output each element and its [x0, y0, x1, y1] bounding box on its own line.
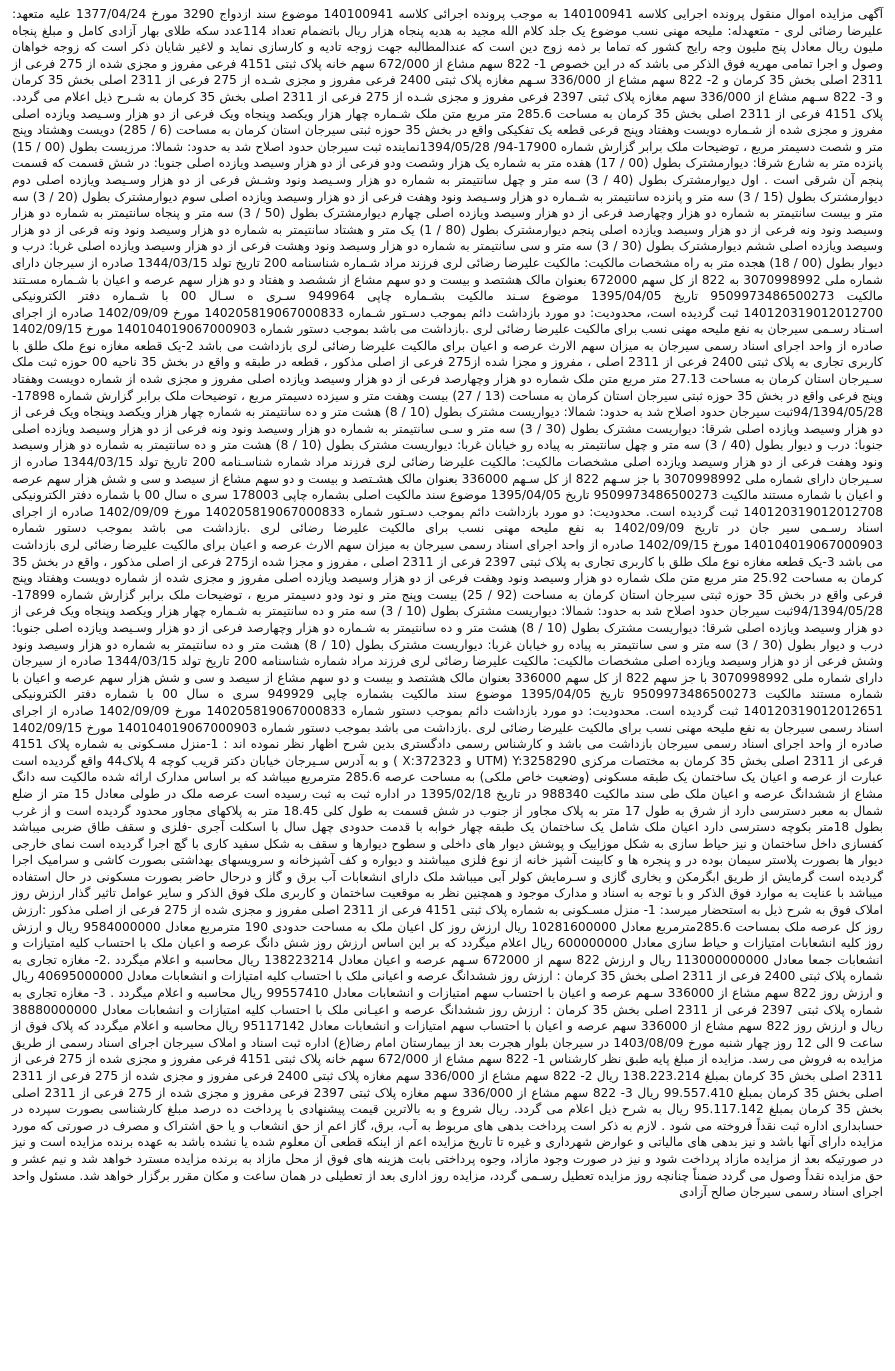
auction-notice-text: آگهی مزایده اموال منقول پرونده اجرایی کلاسه 140100941 به موجب پرونده اجرائی کلاسه 140100941 موضوع سند ازدواج 3290 مورخ 1377/04/24 علیه متعهد: علیرضا رضائی لری - متعهدله: ملیحه مهنی نسب موضوع یک جلد کلام الله مجید به هدیه پنجاه هزار ریال باتضمام تعداد 114عدد سکه طلای بهار آزادی کامل و مبلغ پنجاه ملیون ریال معادل پنج ملیون وجه رایج کشور که تماما بر ذمه زوج دین است که عندالمطالبه جهت زوجه تادیه و کارسازی نماید و لاغیر شایان ذکر است که زوجه خواهان وصول و اجرا تمامی مهریه فوق الذکر می باشد که در این خصوص 1- 822 سهم مشاع از 672/000 سهم خانه پلاک ثبتی 4151 فرعی مفروز و مجزی شده از 275 فرعی از 2311 اصلی بخش 35 کرمان و 2- 822 سهم مشاع از 336/000 سـهم مغازه پلاک ثبتی 2400 فرعی مفروز و مجزی شـده از 275 فرعی از 2311 اصلی بخش 35 کرمان و 3- 822 سـهم مشاع از 336/000 سهم مغازه پلاک ثبتی 2397 فرعی مفروز و مجزی شـده از 275 فرعی از 2311 اصلی بخش 35 کرمان به شـرح ذیل اعلام می گردد. پلاک 4151 فرعی از 2311 اصلی بخش 35 کرمان به مساحت 285.6 متر مربع متن ملک شـماره چهار هزار ویکصد وپنجاه ویک فرعی از دو هزار وسـیصد ویازده اصلی مفروز و مجزی شده از شـماره دویست وهفتاد وپنج فرعی قطعه یک تفکیکی واقع در بخش 35 حوزه ثبتی سیرجان استان کرمان به مساحت (6 / 285) دویست وهشتاد وپنج متر و شصت دسیمتر مربع ، توضیحات ملک برابر گزارش شماره 17900-94/ 1394/05/28نماینده ثبت سیرجان حدود اصلاح شد به حدود: شمالا: مرزیست بطول (00 / 15) پانزده متر به شارع شرقا: دیوارمشترک بطول (00 / 17) هفده متر به شماره یک هزار وشصت ودو فرعی از دو هزار وسیصد ویازده اصلی جنوبا: در شش قسمت که قسمت پنجم آن شرقی است . اول دیوارمشترک بطول (40 / 3) سه متر و چهل سانتیمتر به شماره دو هزار وسـیصد ونود وشـش فرعی از دو هزار وسـیصد ویازده اصلی دوم دیوارمشترک بطول (15 / 3) سه متر و پانزده سانتیمتر به شـماره دو هزار وسـیصد ونود وهفت فرعی از دو هزار وسیصد ویازده اصلی سوم دیوارمشترک بطول (20 / 3) سه متر و بیست سانتیمتر به شماره دو هزار وچهارصد فرعی از دو هزار وسیصد ویازده اصلی چهارم دیوارمشترک بطول (50 / 3) سه متر و پنجاه سانتیمتر به شماره دو هزار وسیصد ونود ونه فرعی از دو هزار وسیصد ویازده اصلی پنجم دیوارمشترک بطول (80 / 1) یک متر و هشتاد سانتیمتر به شماره دو هزار وسیصد ونود ونه فرعی از دو هزار وسیصد ویازده اصلی ششم دیوارمشترک بطول (30 / 3) سه متر و سی سانتیمتر به شماره دو هزار وسیصد ونود وهشت فرعی از دو هزار وسیصد ویازده اصلی غربا: درب و دیوار بطول (00 / 18) هجده متر به راه مشخصات مالکیت: مالکیت علیرضا رضائی لری فرزند مراد شـماره شناسنامه 200 تاریخ تولد 1344/03/15 صادره از سیرجان دارای شماره ملی 3070998992 به 822 از کل سهم 672000 بعنوان مالک هشتصد و بیست و دو سهم مشاع از ششصد و هفتاد و دو هزار سهم عرصه و اعیان با شـماره مسـتند مالکیت 9509973486500273 تاریخ 1395/04/05 موضوع سـند مالکیت بشـماره چاپی 949964 سـری ه سـال 00 با شـماره دفتر الکترونیکی 140120319012012700 ثبت گردیده است، محدودیت: دو مورد بازداشت دائم بموجب دسـتور شـماره 140205819067000833 مورخ 1402/09/09 صادره از اجرای اسـناد رسـمی سیرجان به نفع ملیحه مهنی نسب برای مالکیت علیرضا رضائی لری .بازداشت می باشد بموجب دستور شماره 140104019067000903 مورخ 1402/09/15 صادره از واحد اجرای اسناد رسمی سیرجان به میزان سهم الارث عرصه و اعیان برای مالکیت علیرضا رضائی لری بازداشت می باشد 2-یک قطعه مغازه نوع ملک طلق با کاربری تجاری به پلاک ثبتی 2400 فرعی از 2311 اصلی ، مفروز و مجزا شده از275 فرعی از اصلی مذکور ، قطعه در طبقه و واقع در بخش 35 ناحیه 00 حوزه ثبت ملک سـیرجان استان کرمان به مساحت 27.13 متر مربع متن ملک شماره دو هزار وچهارصد فرعی از دو هزار وسیصد ویازده اصلی مفروز و مجزی شده از شماره دویست وهفتاد وپنج فرعی واقع در بخش 35 حوزه ثبتی سیرجان استان کرمان به مساحت (13 / 27) بیست وهفت متر و سیزده دسیمتر مربع ، توضیحات ملک برابر گزارش شماره 17898-94/1394/05/28ثبت سیرجان حدود اصلاح شد به حدود: شمالا: دیواریست مشترک بطول (10 / 8) هشت متر و ده سانتیمتر به شماره چهار هزار ویکصد وپنجاه ویک فرعی از دو هزار وسیصد ویازده اصلی شرقا: دیواریست مشترک بطول (30 / 3) سه متر و سـی سانتیمتر به شماره دو هزار وسیصد ونود ونه فرعی از دو هزار وسیصد ویازده اصلی جنوبا: درب و دیوار بطول (40 / 3) سه متر و چهل سانتیمتر به پیاده رو خیابان غربا: دیواریست مشترک بطول (10 / 8) هشت متر و ده سانتیمتر به شماره دو هزار وسیصد ونود وهفت فرعی از دو هزار وسیصد ویازده اصلی مشخصات مالکیت: مالکیت علیرضا رضائی لری فرزند مراد شماره شناسـنامه 200 تاریخ تولد 1344/03/15 صادره از سـیرجان دارای شماره ملی 3070998992 با جز سـهم 822 از کل سـهم 336000 بعنوان مالک هشـتصد و بیست و دو سهم مشاع از سیصد و سی و شش هزار سهم عرصه و اعیان با شماره مستند مالکیت 9509973486500273 تاریخ 1395/04/05 موضوع سند مالکیت اصلی بشماره چاپی 178003 سری ه سال 00 با شماره دفتر الکترونیکی 140120319012012708 ثبت گردیده است. محدودیت: دو مورد بازداشت دائم بموجب دسـتور شماره 140205819067000833 مورخ 1402/09/09 صادره از اجرای اسناد رسـمی سیر جان در تاریخ 1402/09/09 به نفع ملیحه مهنی نسب برای مالکیت علیرضا رضائی لری .بازداشت می باشد بموجب دستور شماره 140104019067000903 مورخ 1402/09/15 صادره از واحد اجرای اسناد رسمی سیرجان به میزان سهم الارث عرصه و اعیان برای مالکیت علیرضا رضائی لری بازداشت می باشد 3-یک قطعه مغازه نوع ملک طلق با کاربری تجاری به پلاک ثبتی 2397 فرعی از 2311 اصلی ، مفروز و مجزا شده از275 فرعی از اصلی مذکور ، واقع در بخش 35 کرمان به مساحت 25.92 متر مربع متن ملک شماره دو هزار وسیصد ونود وهفت فرعی از دو هزار وسیصد ویازده اصلی مفروز و مجزی شده از شماره دویست وهفتاد وپنج فرعی واقع در بخش 35 حوزه ثبتی سیرجان استان کرمان به مساحت (92 / 25) بیست وپنج متر و نود ودو دسیمتر مربع ، توضیحات ملک برابر گزارش شماره 17899-94/1394/05/28ثبت سیرجان حدود اصلاح شد به حدود: شمالا: دیواریست مشترک بطول (10 / 3) سه متر و ده سانتیمتر به شـماره چهار هزار ویکصد وپنجاه ویک فرعی از دو هزار وسیصد ویازده اصلی شرقا: دیواریست مشترک بطول (10 / 8) هشت متر و ده سانتیمتر به شـماره دو هزار وچهارصد فرعی از دو هزار وسـیصد ویازده اصلی جنوبا: درب و دیوار بطول (30 / 3) سه متر و سی سانتیمتر به پیاده رو خیابان غربا: دیواریست مشترک بطول (10 / 8) هشت متر و ده سانتیمتر به شماره دو هزار وسیصد ونود وشش فرعی از دو هزار وسیصد ویازده اصلی مشخصات مالکیت: مالکیت علیرضا رضائی لری فرزند مراد شماره شناسنامه 200 تاریخ تولد 1344/03/15 صادره از سیرجان دارای شماره ملی 3070998992 با جز سهم 822 از کل سهم 336000 بعنوان مالک هشتصد و بیست و دو سهم مشاع از سیصد و سی و شش هزار سهم عرصه و اعیان با شماره مستند مالکیت 9509973486500273 تاریخ 1395/04/05 موضوع سند مالکیت بشماره چاپی 949929 سری ه سال 00 با شماره دفتر الکترونیکی 140120319012012651 ثبت گردیده است. محدودیت: دو مورد بازداشت دائم بموجب دستور شماره 140205819067000833 مورخ 1402/09/09 صادره از اجرای اسناد رسمی سیرجان به نفع ملیحه مهنی نسب برای مالکیت علیرضا رضائی لری .بازداشت می باشد بموجب دستور شماره 140104019067000903 مورخ 1402/09/15 صادره از واحد اجرای اسناد رسمی سیرجان بازداشت می باشد و کارشناس رسمی دادگستری بدین شرح اظهار نظر نموده اند : 1-منزل مسـکونی به شماره پلاک 4151 فرعی از 2311 اصلی بخش 35 کرمان به مختصات مرکزی Y:3258290 (UTM و X:372323 ) و به آدرس سـیرجان خیابان دکتر قریب کوچه 4 پلاک44 واقع گردیده است عبارت از عرصه و اعیان یک ساختمان یک طبقه مسکونی (وضعیت خاص ملکی) به مساحت عرصه 285.6 مترمربع میباشد که بر اساس مدارک ارائه شده مالکیت سه دانگ مشاع از ششدانگ عرصه و اعیان ملک طی سند مالکیت 988340 در تاریخ 1395/02/18 در اداره ثبت به ثبت رسیده است عرصه ملک در طولی معادل 15 متر از ضلع شمال به معبر دسترسی دارد از شرق به طول 17 متر به پلاک مجاور از جنوب در شش قسمت به طول کلی 18.45 متر به پلاکهای مجاور محدود گردیده است و از غرب بطول 18متر بکوچه دسترسی دارد اعیان ملک شامل یک ساختمان یک طبقه چهار خوابه با قدمت حدودی چهل سال با اسکلت آجری -فلزی و سقف طاق ضربی میباشد کفسازی داخل ساختمان و نیز حیاط سازی به شکل موزاییک و پوشش دیوار های داخلی و سطوح دیوارها و سقف به شکل سفید کاری با گچ اجرا گردیده است نمای خارجی دیوار ها بصورت پلاستر سیمان بوده در و پنجره ها و کابینت آشپز خانه از نوع فلزی میباشند و دیواره و کف آشپزخانه و سرویسهای بهداشتی بصورت کاشی و سرامیک اجرا گردیده است گرمایش از طریق ابگرمکن و بخاری گازی و سـرمایش کولر آبی میباشد ملک دارای انشعابات آب برق و گاز و درحال حاضر بصورت مسکونی در حال استفاده میباشد با عنایت به موارد فوق الذکر و با توجه به اسناد و مدارک موجود و همچنین نظر به موقعیت ساختمان و کاربری ملک فوق الذکر و سایر عوامل تاثیر گذار ارزش روز املاک فوق به شرح ذیل به استحضار میرسد: 1- منزل مسـکونی به شماره پلاک ثبتی 4151 فرعی از 2311 اصلی مفروز و مجزی شده از 275 فرعی از اصلی مذکور :ارزش روز کل عرصه ملک بمساحت 285.6مترمربع معادل 10281600000 ریال ارزش روز کل اعیان ملک به مساحت حدودی 190 مترمربع معادل 9584000000 ریال و ارزش روز کلیه انشعابات امتیازات و حیاط سازی معادل 600000000 ریال اعلام میگردد که بر این اساس ارزش روز شش دانگ عرصه و اعیان ملک با احتساب کلیه امتیازات و انشعابات جمعا معادل 113000000000 ریال و ارزش 822 سهم از 672000 سـهم عرصه و اعیان معادل 138223214 ریال محاسبه و اعلام میگردد .2- مغازه تجاری به شماره پلاک ثبتی 2400 فرعی از 2311 اصلی بخش 35 کرمان : ارزش روز ششدانگ عرصه و اعیانی ملک با احتساب کلیه امتیازات و انشعابات معادل 40695000000 ریال و ارزش روز 822 سهم مشاع از 336000 سـهم عرصه و اعیان با احتساب سهم امتیازات و انشعابات معادل 99557410 ریال محاسبه و اعلام میگردد . 3- مغازه تجاری به شماره پلاک ثبتی 2397 فرعی از 2311 اصلی بخش 35 کرمان : ارزش روز ششدانگ عرصه و اعیـانی ملک با احتساب کلیه امتیازات و انشعابات معادل 38880000000 ریال و ارزش روز 822 سهم مشاع از 336000 سهم عرصه و اعیان با احتساب سهم امتیازات و انشعابات معادل 95117142 ریال محاسبه و اعلام میگردد که پلاک فوق از ساعت 9 الی 12 روز چهار شنبه مورخ 1403/08/09 در سیرجان بلوار هجرت بعد از بیمارستان امام رضا(ع) اداره ثبت اسناد و املاک سیرجان اجرای اسناد رسمی از طریق مزایده به فروش می رسد. مزایده از مبلغ پایه طبق نظر کارشناس 1- 822 سهم مشاع از 672/000 سهم خانه پلاک ثبتی 4151 فرعی مفروز و مجزی شده از 275 فرعی از 2311 اصلی بخش 35 کرمان بمبلغ 138.223.214 ریال 2- 822 سهم مشاع از 336/000 سهم مغازه پلاک ثبتی 2400 فرعی مفروز و مجزی شده از 275 فرعی از 2311 اصلی بخش 35 کرمان بمبلغ 99.557.410 ریال 3- 822 سهم مشاع از 336/000 سهم مغازه پلاک ثبتی 2397 فرعی مفروز و مجزی شده از 275 فرعی از 2311 اصلی بخش 35 کرمان بمبلغ 95.117.142 ریال به شرح ذیل اعلام می گردد. ریال شروع و به بالاترین قیمت پیشنهادی با پرداخت ده درصد مبلغ کارشناسی بصورت سپرده در حسابداری اداره ثبت نقداً فروخته می شود . لازم به ذکر است پرداخت بدهی های مربوط به آب، برق، گاز اعم از حق انشعاب و یا حق اشتراک و مصرف در صورتی که مورد مزایده دارای آنها باشد و نیز بدهی های مالیاتی و عوارض شهرداری و غیره تا تاریخ مزایده اعم از اینکه قطعی آن معلوم شده یا نشده باشد به عهده برنده مزایده است و نیز در صورتیکه بعد از مزایده مازاد پرداخت شود و نیز در صورت وجود مازاد، وجوه پرداختی بابت هزینه های فوق از محل مازاد به برنده مزایده مسترد خواهد شد و نیم عشر و حق مزایده نقداً وصول می گردد ضمناً چنانچه روز مزایده تعطیل رسـمی گردد، مزایده روز اداری بعد از تعطیلی در همان ساعت و مکان مقرر برگزار خواهد شد. مسئول واحد اجرای اسناد رسمی سیرجان صالح آزادی [12, 7, 884, 1200]
